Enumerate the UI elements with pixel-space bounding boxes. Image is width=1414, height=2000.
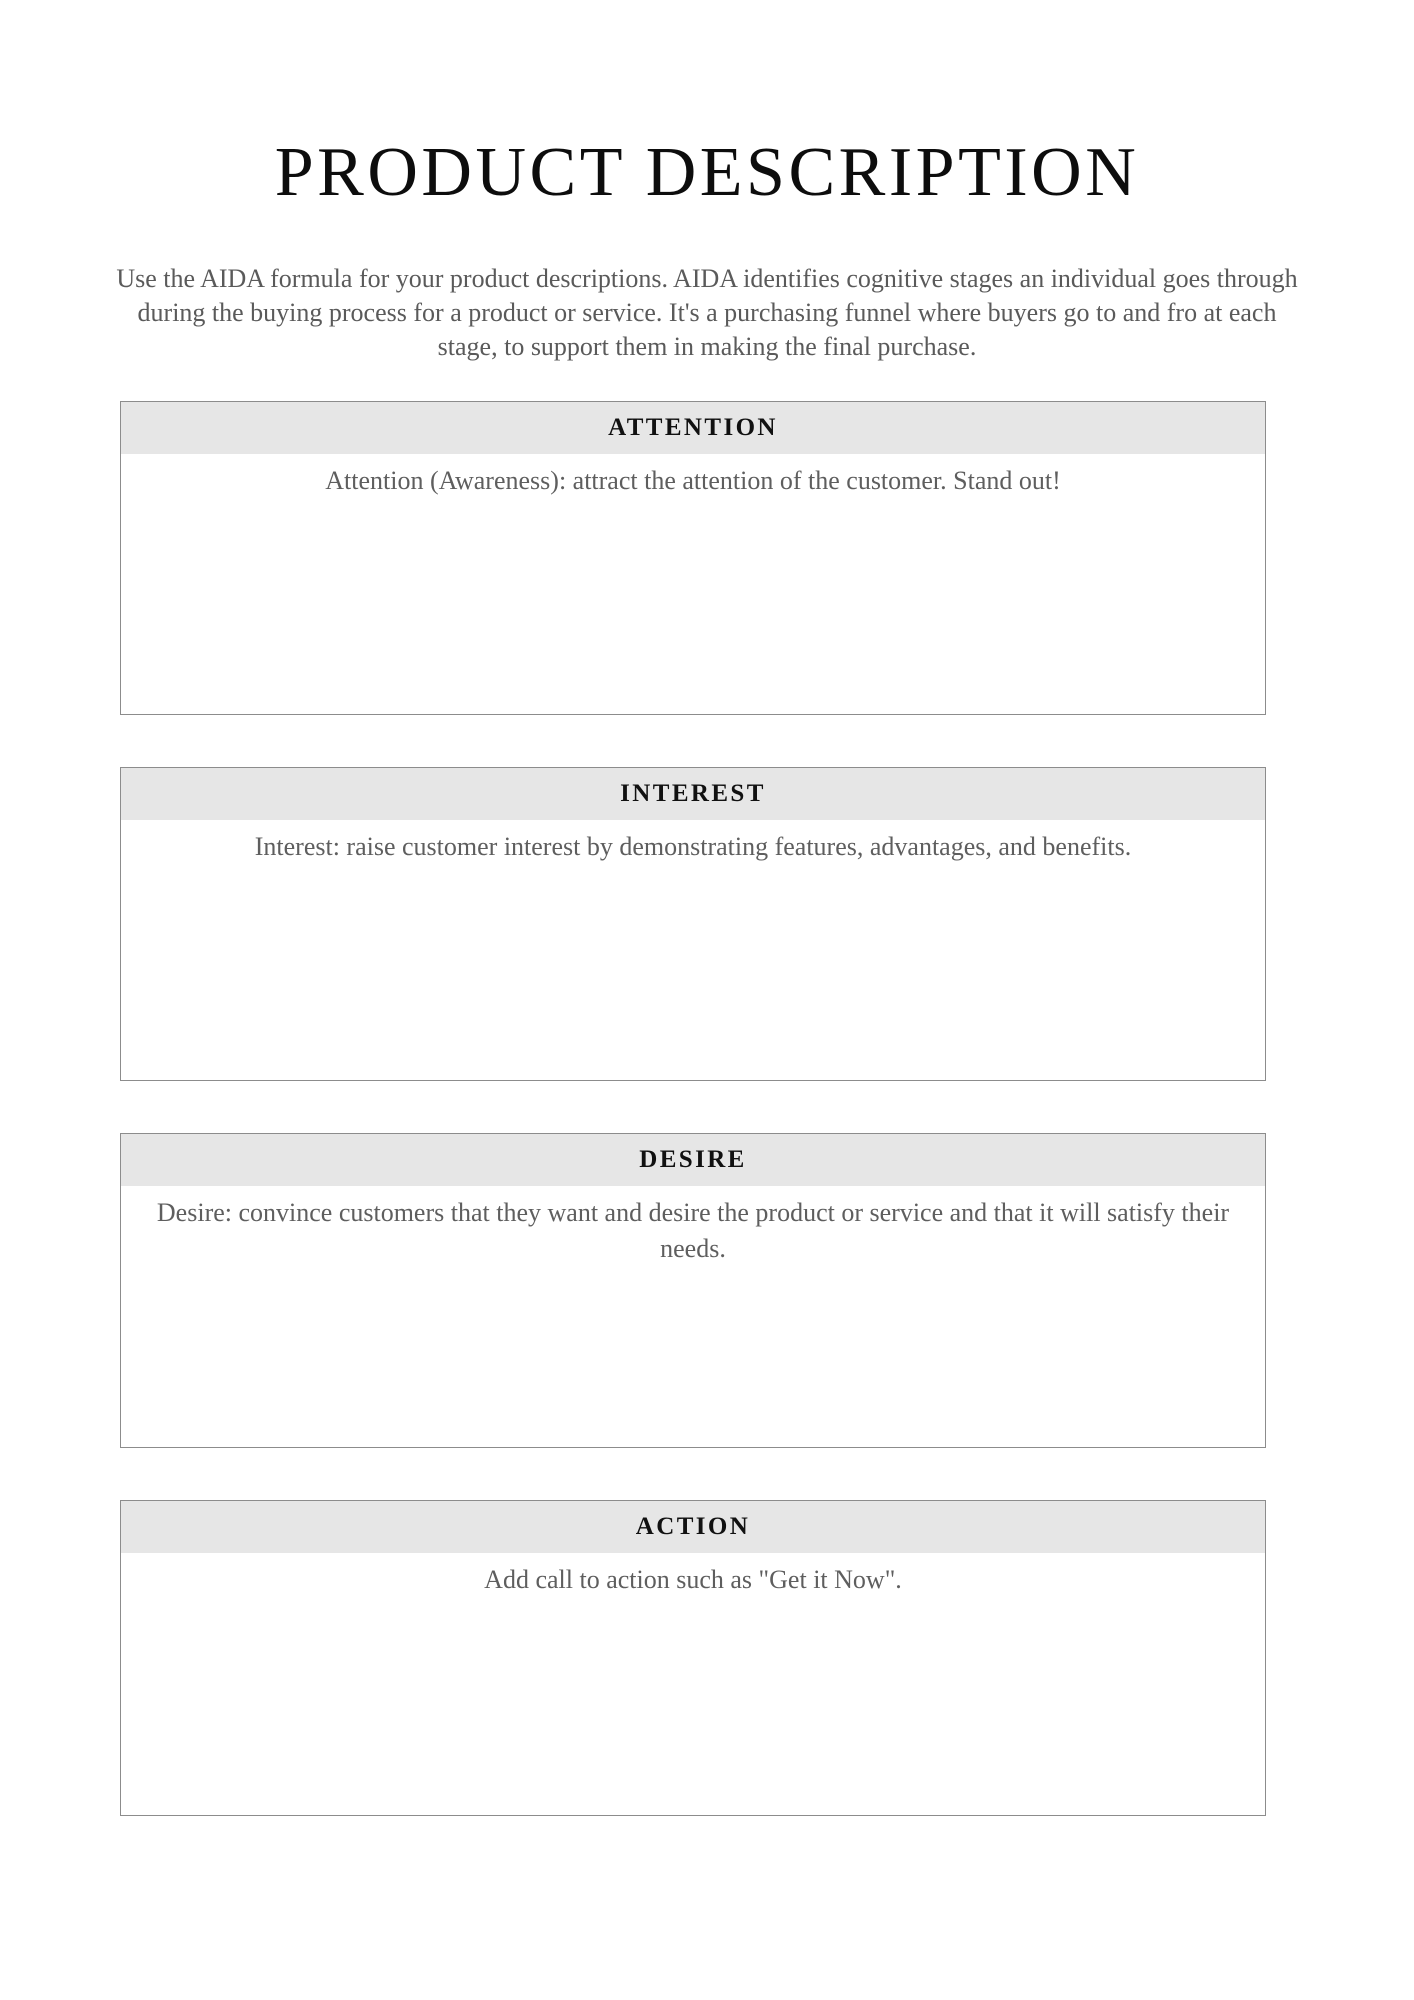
section-interest-header bbox=[121, 768, 1265, 820]
section-desire-header-label: DESIRE bbox=[639, 1145, 747, 1173]
intro-paragraph: Use the AIDA formula for your product descriptions. AIDA identifies cognitive stages an individual goes through during the buying process for a product or service. It's a purchasing funnel where buyers go to and fro at each stage, to support them in making the final purchase. bbox=[116, 264, 1298, 361]
section-action bbox=[120, 1500, 1266, 1816]
section-attention bbox=[120, 401, 1266, 715]
section-desire bbox=[120, 1133, 1266, 1448]
section-attention-body-text[interactable]: Attention (Awareness): attract the attention of the customer. Stand out! bbox=[325, 466, 1061, 495]
section-interest-header-label: INTEREST bbox=[620, 779, 766, 807]
section-action-body-text[interactable]: Add call to action such as "Get it Now". bbox=[484, 1565, 902, 1594]
section-desire-body-text[interactable]: Desire: convince customers that they want and desire the product or service and that it will satisfy their needs. bbox=[156, 1198, 1230, 1263]
section-desire-header bbox=[121, 1134, 1265, 1186]
section-attention-body[interactable] bbox=[121, 454, 1265, 499]
section-action-header bbox=[121, 1501, 1265, 1553]
section-attention-header-label: ATTENTION bbox=[608, 413, 778, 441]
section-interest-body-text[interactable]: Interest: raise customer interest by demonstrating features, advantages, and benefits. bbox=[254, 832, 1132, 861]
section-action-body[interactable] bbox=[121, 1553, 1265, 1598]
section-interest-body[interactable] bbox=[121, 820, 1265, 865]
section-action-header-label: ACTION bbox=[635, 1512, 751, 1540]
section-attention-header bbox=[121, 402, 1265, 454]
section-desire-body[interactable] bbox=[121, 1186, 1265, 1267]
section-interest bbox=[120, 767, 1266, 1081]
page-title: PRODUCT DESCRIPTION bbox=[274, 133, 1140, 211]
